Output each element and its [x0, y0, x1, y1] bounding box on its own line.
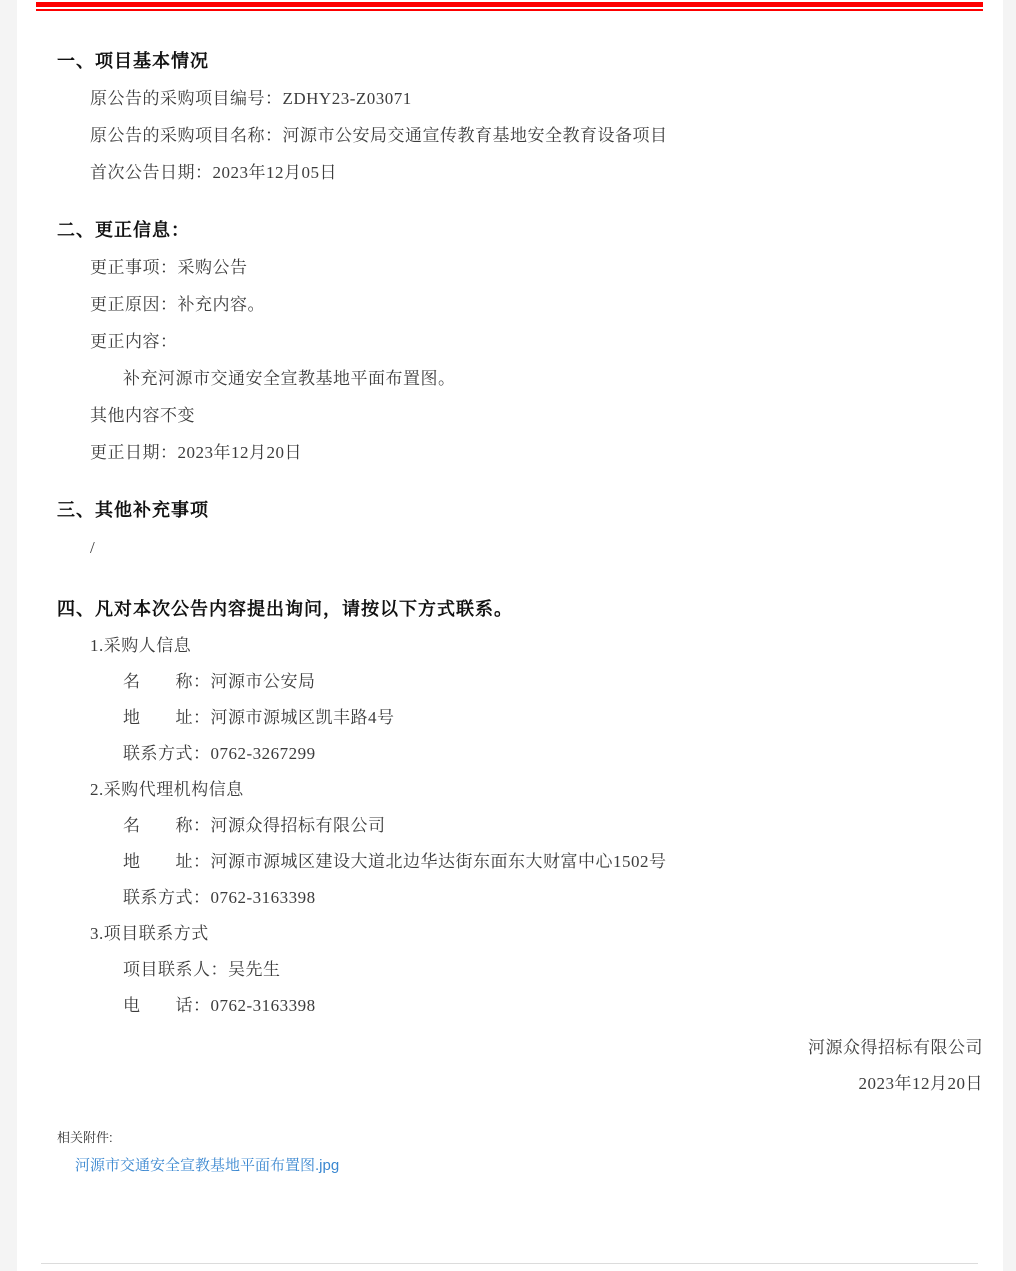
agency-name: 名 称：河源众得招标有限公司 [123, 816, 386, 835]
signature-company: 河源众得招标有限公司 [808, 1038, 983, 1057]
red-rule-thin-line [36, 9, 983, 11]
bottom-divider [41, 1263, 978, 1264]
other-content-unchanged: 其他内容不变 [90, 406, 195, 425]
notice-body [17, 50, 1003, 1102]
correction-item: 更正事项：采购公告 [90, 258, 248, 277]
purchaser-address: 地 址：河源市源城区凯丰路4号 [123, 708, 395, 727]
section-3-heading: 三、其他补充事项 [57, 500, 209, 520]
first-announcement-date: 首次公告日期：2023年12月05日 [90, 163, 337, 182]
top-red-rule [36, 2, 983, 11]
purchaser-info-title: 1.采购人信息 [90, 636, 192, 655]
project-contact-person: 项目联系人：吴先生 [123, 960, 281, 979]
correction-reason: 更正原因：补充内容。 [90, 295, 265, 314]
section-4-heading: 四、凡对本次公告内容提出询问，请按以下方式联系。 [57, 599, 513, 619]
signature-date: 2023年12月20日 [858, 1074, 983, 1093]
correction-content-detail: 补充河源市交通安全宣教基地平面布置图。 [123, 369, 456, 388]
project-phone: 电 话：0762-3163398 [123, 996, 316, 1015]
correction-date: 更正日期：2023年12月20日 [90, 443, 302, 462]
attachment-link[interactable]: 河源市交通安全宣教基地平面布置图.jpg [75, 1157, 340, 1174]
purchaser-contact: 联系方式：0762-3267299 [123, 744, 316, 763]
attachments-label: 相关附件: [57, 1130, 113, 1145]
agency-info-title: 2.采购代理机构信息 [90, 780, 244, 799]
project-contact-title: 3.项目联系方式 [90, 924, 209, 943]
supplement-placeholder: / [90, 538, 96, 557]
red-rule-thick-line [36, 2, 983, 7]
original-project-name: 原公告的采购项目名称：河源市公安局交通宣传教育基地安全教育设备项目 [90, 126, 668, 145]
section-2-heading: 二、更正信息： [57, 220, 190, 240]
section-1-heading: 一、项目基本情况 [57, 51, 209, 71]
attachments-section [17, 1128, 1003, 1175]
original-project-number: 原公告的采购项目编号：ZDHY23-Z03071 [90, 89, 412, 108]
notice-card [17, 0, 1003, 1271]
correction-content-label: 更正内容： [90, 332, 178, 351]
purchaser-name: 名 称：河源市公安局 [123, 672, 316, 691]
agency-address: 地 址：河源市源城区建设大道北边华达街东面东大财富中心1502号 [123, 852, 667, 871]
agency-contact: 联系方式：0762-3163398 [123, 888, 316, 907]
